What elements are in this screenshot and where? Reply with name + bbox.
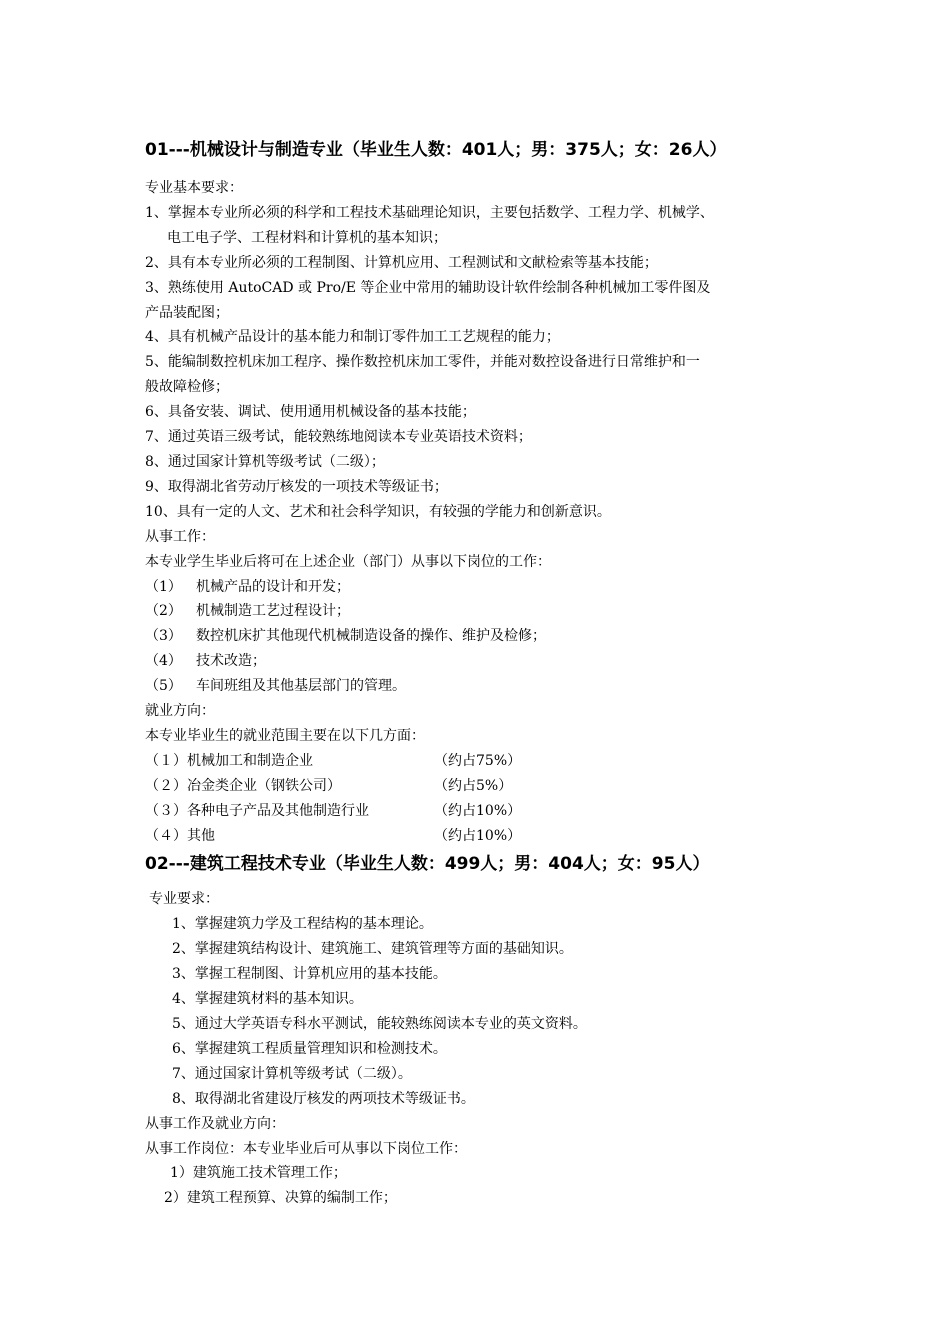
requirement-8: 8、通过国家计算机等级考试（二级）；	[145, 453, 385, 470]
work-item-text: 机械产品的设计和开发；	[196, 578, 350, 595]
section-1-requirements-title: 专业基本要求：	[145, 180, 243, 196]
requirement-item: 6、掌握建筑工程质量管理知识和检测技术。	[172, 1040, 447, 1057]
section-1-work-intro: 本专业学生毕业后将可在上述企业（部门）从事以下岗位的工作：	[145, 553, 551, 570]
section-2-work-intro: 从事工作岗位：本专业毕业后可从事以下岗位工作：	[145, 1140, 467, 1157]
section-2-requirements-title: 专业要求：	[149, 891, 219, 908]
work-item	[145, 624, 835, 649]
work-item-text: 技术改造；	[196, 653, 266, 670]
section-2-work-list	[145, 1161, 835, 1211]
requirement-4: 4、具有机械产品设计的基本能力和制订零件加工工艺规程的能力；	[145, 329, 560, 346]
requirement-item: 3、掌握工程制图、计算机应用的基本技能。	[172, 966, 447, 983]
work-item-text: 机械制造工艺过程设计；	[196, 603, 350, 620]
requirement-3-cont: 产品装配图；	[145, 304, 229, 321]
section-1-work-title: 从事工作：	[145, 528, 215, 545]
work-item: 1）建筑施工技术管理工作；	[170, 1165, 347, 1182]
work-item	[145, 649, 835, 674]
requirement-item: 2、掌握建筑结构设计、建筑施工、建筑管理等方面的基础知识。	[172, 941, 573, 958]
work-item-text: 数控机床扩其他现代机械制造设备的操作、维护及检修；	[196, 628, 546, 645]
employment-percent: （约占75%）	[434, 752, 522, 769]
requirement-1: 1、掌握本专业所必须的科学和工程技术基础理论知识，主要包括数学、工程力学、机械学、	[145, 204, 714, 221]
work-item-text: 车间班组及其他基层部门的管理。	[196, 678, 406, 695]
requirement-item: 5、通过大学英语专科水平测试，能较熟练阅读本专业的英文资料。	[172, 1016, 587, 1032]
work-item-number: （2）	[145, 603, 182, 620]
employment-label: （１）机械加工和制造企业	[145, 752, 313, 769]
requirement-9: 9、取得湖北省劳动厅核发的一项技术等级证书；	[145, 478, 448, 495]
employment-row	[145, 824, 835, 849]
employment-label: （４）其他	[145, 827, 215, 844]
document-page	[145, 138, 835, 1211]
section-1-employment-title: 就业方向：	[145, 703, 215, 720]
work-item-number: （3）	[145, 628, 182, 645]
work-item-number: （5）	[145, 678, 182, 695]
section-1-work-list	[145, 575, 835, 700]
requirement-7: 7、通过英语三级考试，能较熟练地阅读本专业英语技术资料；	[145, 429, 532, 446]
work-item	[145, 575, 835, 600]
employment-percent: （约占10%）	[434, 802, 522, 819]
requirement-item: 7、通过国家计算机等级考试（二级）。	[172, 1065, 412, 1082]
work-item: 2）建筑工程预算、决算的编制工作；	[164, 1190, 397, 1207]
employment-row	[145, 749, 835, 774]
section-1-employment-intro: 本专业毕业生的就业范围主要在以下几方面：	[145, 727, 425, 744]
work-item-number: （1）	[145, 578, 182, 595]
employment-label: （３）各种电子产品及其他制造行业	[145, 802, 369, 819]
work-item	[145, 674, 835, 699]
requirement-item: 1、掌握建筑力学及工程结构的基本理论。	[172, 916, 433, 933]
section-1-requirements-list	[145, 201, 835, 525]
section-1-employment-list	[145, 749, 835, 849]
employment-percent: （约占5%）	[434, 777, 513, 794]
section-2-work-title: 从事工作及就业方向：	[145, 1115, 285, 1132]
requirement-5: 5、能编制数控机床加工程序、操作数控机床加工零件，并能对数控设备进行日常维护和一	[145, 354, 700, 371]
employment-row	[145, 799, 835, 824]
employment-label: （２）冶金类企业（钢铁公司）	[145, 777, 341, 794]
requirement-1-cont: 电工电子学、工程材料和计算机的基本知识；	[167, 229, 447, 246]
work-item-number: （4）	[145, 653, 182, 670]
employment-row	[145, 774, 835, 799]
work-item	[145, 599, 835, 624]
requirement-3: 3、熟练使用 AutoCAD 或 Pro/E 等企业中常用的辅助设计软件绘制各种机械加工零件图及	[145, 279, 711, 296]
section-2-heading: 02---建筑工程技术专业（毕业生人数：499人；男：404人；女：95人）	[145, 854, 710, 875]
requirement-6: 6、具备安装、调试、使用通用机械设备的基本技能；	[145, 404, 476, 421]
requirement-item: 4、掌握建筑材料的基本知识。	[172, 991, 363, 1008]
requirement-2: 2、具有本专业所必须的工程制图、计算机应用、工程测试和文献检索等基本技能；	[145, 254, 658, 271]
requirement-10: 10、具有一定的人文、艺术和社会科学知识，有较强的学能力和创新意识。	[145, 503, 611, 520]
requirement-5-cont: 般故障检修；	[145, 379, 229, 396]
section-2-requirements-list	[145, 912, 835, 1111]
section-1-heading: 01---机械设计与制造专业（毕业生人数：401人；男：375人；女：26人）	[145, 140, 727, 160]
requirement-item: 8、取得湖北省建设厅核发的两项技术等级证书。	[172, 1090, 475, 1107]
employment-percent: （约占10%）	[434, 827, 522, 844]
